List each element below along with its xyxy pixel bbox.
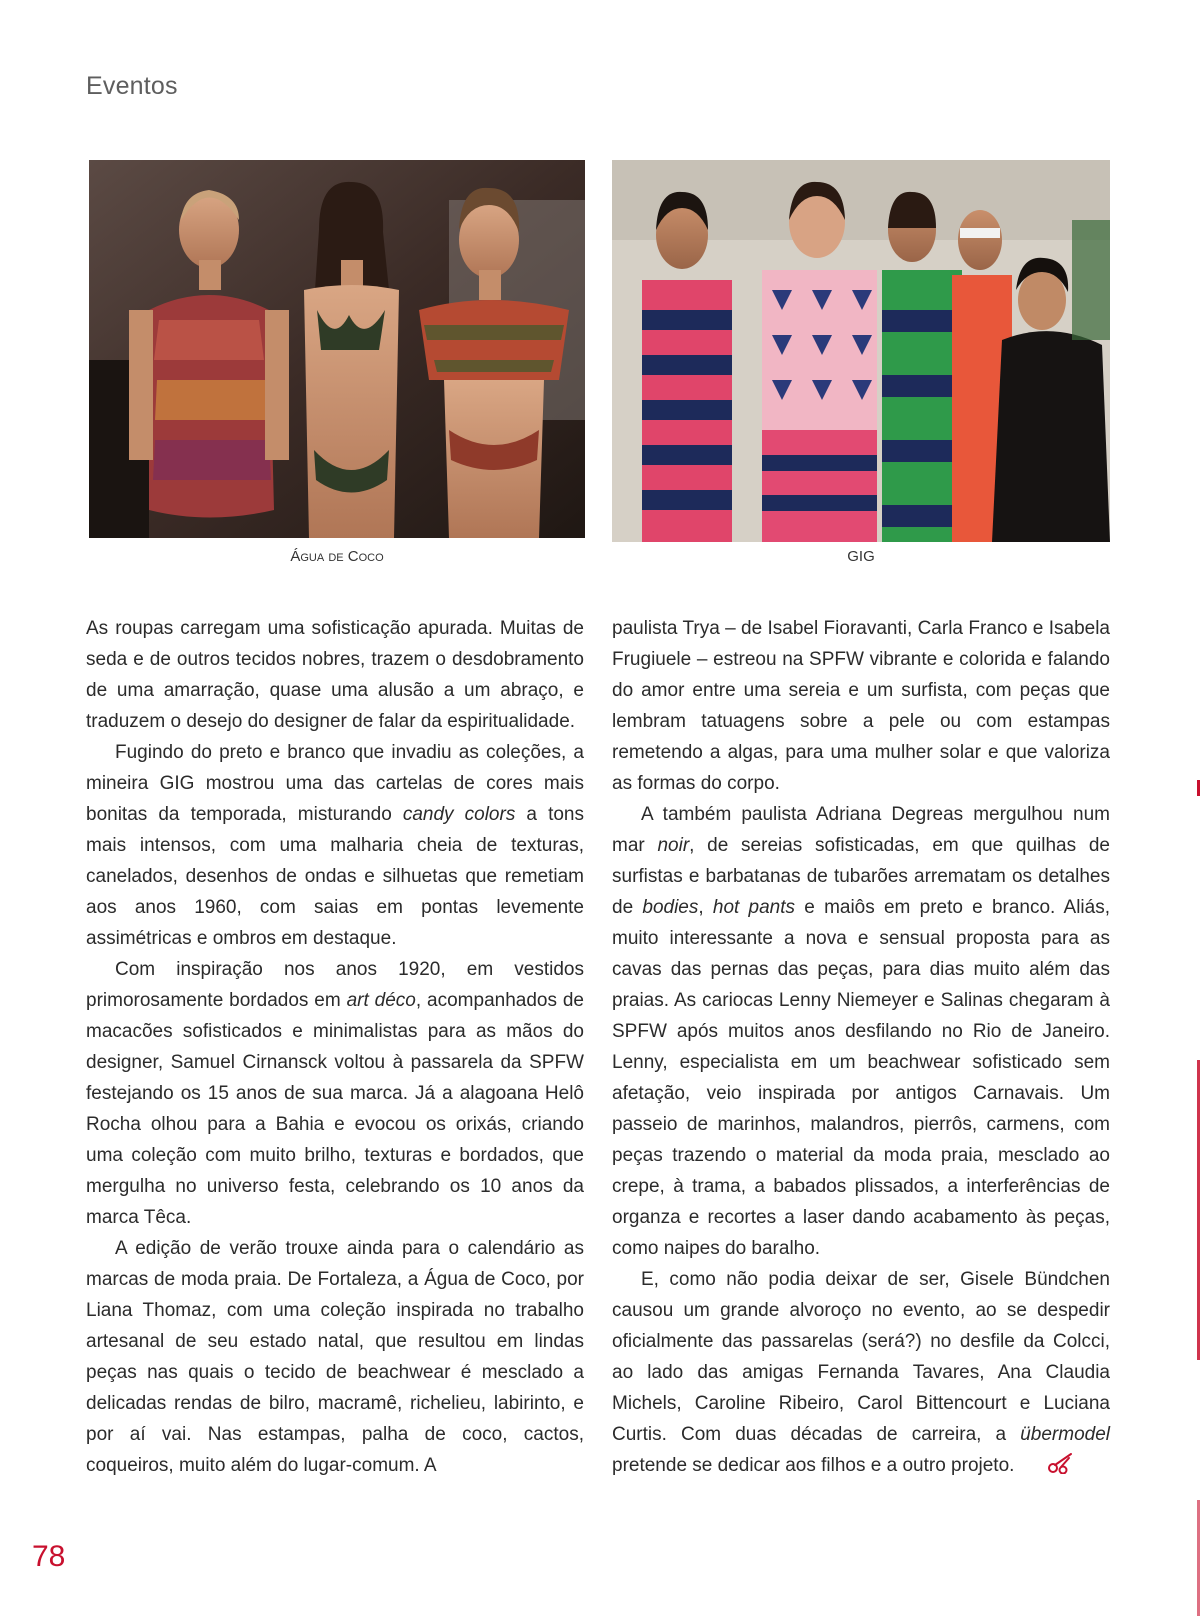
paragraph bbox=[612, 799, 1110, 1264]
italic-term: übermodel bbox=[1020, 1424, 1110, 1445]
photo-agua-de-coco bbox=[89, 160, 585, 538]
text-run: A também paulista Adriana Degreas mergulhou num mar bbox=[612, 804, 1110, 856]
section-title: Eventos bbox=[86, 72, 178, 100]
text-run: pretende se dedicar aos filhos e a outro projeto. bbox=[612, 1455, 1015, 1476]
italic-term: noir bbox=[657, 835, 690, 856]
text-run: , bbox=[698, 897, 713, 918]
paragraph bbox=[86, 954, 584, 1233]
paragraph: A edição de verão trouxe ainda para o calendário as marcas de moda praia. De Fortaleza, a Água de Coco, por Liana Thomaz, com uma coleção inspirada no trabalho artesanal de seu estado natal, que resultou em lindas peças nas quais o tecido de beachwear é mesclado a delicadas rendas de bilro, macramê, richelieu, labirinto, e por aí vai. Nas estampas, palha de coco, cactos, coqueiros, muito além do lugar-comum. A bbox=[86, 1238, 584, 1476]
text-run: Com inspiração nos anos 1920, em vestidos primorosamente bordados em bbox=[86, 959, 584, 1011]
text-run: , de sereias sofisticadas, em que quilhas de surfistas e barbatanas de tubarões arrematam os detalhes de bbox=[612, 835, 1110, 918]
models-illustration-left bbox=[89, 160, 585, 538]
photo-gig bbox=[612, 160, 1110, 542]
italic-term: candy colors bbox=[402, 804, 516, 825]
italic-term: hot pants bbox=[712, 897, 796, 918]
paragraph: As roupas carregam uma sofisticação apurada. Muitas de seda e de outros tecidos nobres, trazem o desdobramento de uma amarração, quase uma alusão a um abraço, e traduzem o desejo do designer de falar da espiritualidade. bbox=[86, 618, 584, 732]
italic-term: art déco bbox=[346, 990, 416, 1011]
text-run: , acompanhados de macacões sofisticados e minimalistas para as mãos do designer, Samuel Cirnansck voltou à passarela da SPFW festejando os 15 anos de sua marca. Já a alagoana Helô Rocha olhou para a Bahia e evocou os orixás, criando uma coleção com muito brilho, texturas e bordados, que mergulha no universo festa, celebrando os 10 anos da marca Têca. bbox=[86, 990, 585, 1228]
text-run: Fugindo do preto e branco que invadiu as coleções, a mineira GIG mostrou uma das cartelas de cores mais bonitas da temporada, misturando bbox=[86, 742, 584, 825]
text-run: e maiôs em preto e branco. Aliás, muito interessante a nova e sensual proposta para as cavas das pernas das peças, para dias muito além das praias. As cariocas Lenny Niemeyer e Salinas chegaram à SPFW após muitos anos desfilando no Rio de Janeiro. Lenny, especialista em um beachwear sofisticado sem afetação, veio inspirada por antigos Carnavais. Um passeio de marinhos, malandros, pierrôs, carmens, com peças trazendo o material da moda praia, mesclado ao crepe, à trama, a babados plissados, a interferências de organza e recortes a laser dando acabamento às peças, como naipes do baralho. bbox=[612, 897, 1110, 1259]
paragraph: paulista Trya – de Isabel Fioravanti, Carla Franco e Isabela Frugiuele – estreou na SPFW vibrante e colorida e falando do amor entre uma sereia e um surfista, com peças que lembram tatuagens sobre a pele ou com estampas remetendo a algas, para uma mulher solar e que valoriza as formas do corpo. bbox=[612, 618, 1110, 794]
text-run: a tons mais intensos, com uma malharia cheia de texturas, canelados, desenhos de ondas e silhuetas que remetiam aos anos 1960, com saias em pontas levemente assimétricas e ombros em destaque. bbox=[86, 804, 584, 949]
caption-agua-de-coco: Água de Coco bbox=[290, 548, 384, 565]
page-number: 78 bbox=[32, 1540, 66, 1573]
paragraph bbox=[612, 1264, 1110, 1481]
models-illustration-right bbox=[612, 160, 1110, 542]
text-run: E, como não podia deixar de ser, Gisele Bündchen causou um grande alvoroço no evento, ao se despedir oficialmente das passarelas (será?) no desfile da Colcci, ao lado das amigas Fernanda Tavares, Ana Claudia Michels, Caroline Ribeiro, Carol Bittencourt e Luciana Curtis. Com duas décadas de carreira, a bbox=[612, 1269, 1110, 1445]
paragraph bbox=[86, 737, 584, 954]
article-column-right bbox=[612, 613, 1110, 1481]
caption-gig: GIG bbox=[847, 548, 875, 565]
italic-term: bodies bbox=[642, 897, 699, 918]
article-column-left bbox=[86, 613, 584, 1481]
scissors-icon bbox=[1018, 1452, 1044, 1474]
